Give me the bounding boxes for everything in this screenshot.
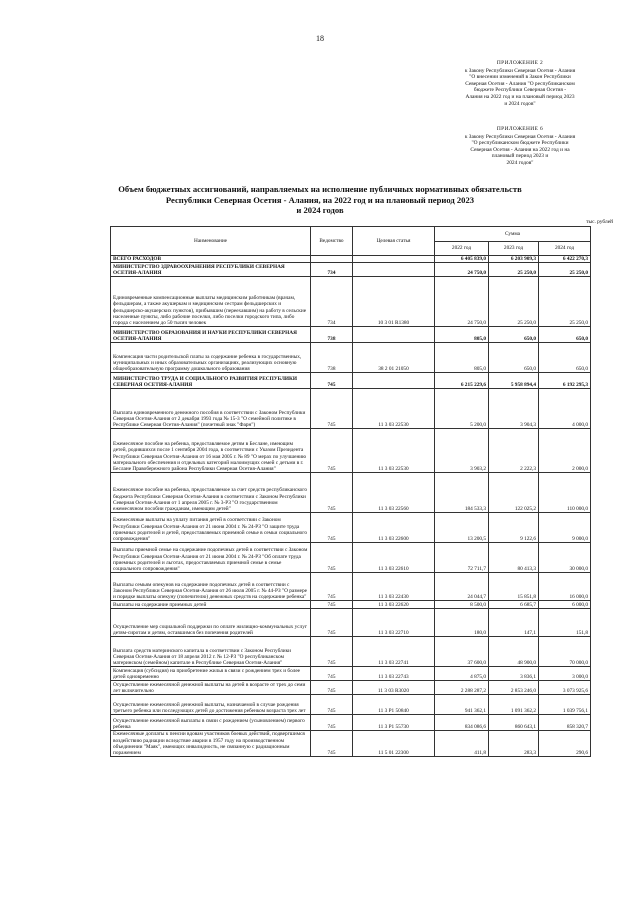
table-row xyxy=(111,343,591,373)
cell-2024: 70 000,0 xyxy=(539,637,591,667)
cell-dept: 738 xyxy=(311,343,353,373)
page-number: 18 xyxy=(316,34,324,43)
cell-2022: 4 875,0 xyxy=(435,667,489,681)
cell-2023: 283,3 xyxy=(489,731,539,757)
cell-2024: 6 422 270,3 xyxy=(539,256,591,263)
cell-2024: 6 000,0 xyxy=(539,601,591,609)
table-row xyxy=(111,667,591,681)
budget-table-body xyxy=(111,256,591,757)
appendix-2-block xyxy=(430,60,610,107)
table-row xyxy=(111,609,591,637)
cell-dept: 745 xyxy=(311,373,353,389)
cell-2022: 5 200,0 xyxy=(435,389,489,429)
cell-dept: 745 xyxy=(311,667,353,681)
table-row xyxy=(111,543,591,573)
cell-article: 11 3 03 22741 xyxy=(353,637,435,667)
cell-name: Компенсация части родительской платы за содержание ребенка в государственных, муниципальных и иных образовательных организациях, реализующих основную общеобразовательную программу дошкольного образования xyxy=(111,343,311,373)
cell-2023: 48 900,0 xyxy=(489,637,539,667)
cell-article: 11 3 03 22430 xyxy=(353,573,435,601)
cell-2024: 3 000,0 xyxy=(539,667,591,681)
cell-2023: 3 836,1 xyxy=(489,667,539,681)
cell-2023: 5 958 894,4 xyxy=(489,373,539,389)
appendix-6-line: плановый период 2023 и xyxy=(491,153,549,160)
cell-dept: 745 xyxy=(311,609,353,637)
appendix-2-line: бюджете Республики Северная Осетия - xyxy=(473,87,567,94)
appendix-6-line: Северная Осетия - Алания на 2022 год и на xyxy=(470,146,570,153)
cell-2024: 2 000,0 xyxy=(539,429,591,473)
cell-dept: 745 xyxy=(311,681,353,695)
cell-2024: 110 000,0 xyxy=(539,473,591,513)
cell-article: 11 3 P1 55730 xyxy=(353,715,435,731)
cell-dept: 745 xyxy=(311,543,353,573)
cell-name: МИНИСТЕРСТВО ОБРАЗОВАНИЯ И НАУКИ РЕСПУБЛИКИ СЕВЕРНАЯ ОСЕТИЯ-АЛАНИЯ xyxy=(111,327,311,343)
cell-article: 11 3 03 22710 xyxy=(353,609,435,637)
cell-article: 11 3 03 22530 xyxy=(353,429,435,473)
title-line: Республики Северная Осетия - Алания, на 2022 год и на плановый период 2023 xyxy=(165,194,475,205)
table-row xyxy=(111,695,591,715)
cell-2024: 4 000,0 xyxy=(539,389,591,429)
table-row xyxy=(111,263,591,277)
table-row xyxy=(111,513,591,543)
cell-2024: 650,0 xyxy=(539,343,591,373)
cell-name: Ежемесячное пособие на ребенка, предоставляемое детям в Беслане, имеющим детей, родившихся после 1 сентября 2004 года, в соответствии с Указом Президента Республики Северная Осетия-Алания от 16 мая 2005 г. № 89 "О мерах по улучшению материального обеспечения и отдельных категорий малоимущих семей с детьми в г. Беслане Правобережного района Республики Северная Осетия-Алания" xyxy=(111,429,311,473)
cell-dept: 745 xyxy=(311,695,353,715)
cell-2022: 24 750,0 xyxy=(435,277,489,327)
cell-article: 10 3 01 R1380 xyxy=(353,277,435,327)
cell-2024: 16 000,0 xyxy=(539,573,591,601)
cell-2022: 805,0 xyxy=(435,327,489,343)
cell-2022: 180,0 xyxy=(435,609,489,637)
appendix-6-title: ПРИЛОЖЕНИЕ 6 xyxy=(496,126,544,132)
cell-2022: 37 600,0 xyxy=(435,637,489,667)
cell-2024: 151,8 xyxy=(539,609,591,637)
appendix-2-text xyxy=(430,68,610,108)
cell-2022: 72 711,7 xyxy=(435,543,489,573)
table-row xyxy=(111,731,591,757)
cell-dept: 745 xyxy=(311,715,353,731)
header-sum: Сумма xyxy=(435,227,591,242)
cell-name: МИНИСТЕРСТВО ТРУДА И СОЦИАЛЬНОГО РАЗВИТИЯ РЕСПУБЛИКИ СЕВЕРНАЯ ОСЕТИЯ-АЛАНИЯ xyxy=(111,373,311,389)
cell-article xyxy=(353,373,435,389)
appendix-6-line: "О республиканском бюджете Республики xyxy=(471,140,569,147)
cell-dept: 734 xyxy=(311,263,353,277)
appendix-6-block xyxy=(430,126,610,167)
cell-2024: 290,6 xyxy=(539,731,591,757)
cell-2023: 2 222,3 xyxy=(489,429,539,473)
title-line: Объем бюджетных ассигнований, направляемых на исполнение публичных нормативных обязательств xyxy=(118,184,522,194)
cell-2023: 80 413,3 xyxy=(489,543,539,573)
cell-2023: 25 250,0 xyxy=(489,277,539,327)
cell-2023: 6 203 909,3 xyxy=(489,256,539,263)
cell-2023: 6 685,7 xyxy=(489,601,539,609)
cell-dept: 745 xyxy=(311,637,353,667)
title-line: и 2024 годов xyxy=(296,205,344,215)
appendix-2-line: и 2024 годов" xyxy=(504,100,536,107)
cell-name: Осуществление ежемесячной выплаты в связи с рождением (усыновлением) первого ребенка xyxy=(111,715,311,731)
table-row xyxy=(111,389,591,429)
header-2024: 2024 год xyxy=(539,242,591,256)
cell-dept: 745 xyxy=(311,429,353,473)
table-row xyxy=(111,715,591,731)
cell-2024: 6 192 295,3 xyxy=(539,373,591,389)
table-row xyxy=(111,601,591,609)
cell-2024: 650,0 xyxy=(539,327,591,343)
cell-dept: 738 xyxy=(311,327,353,343)
cell-2022: 24 750,0 xyxy=(435,263,489,277)
cell-article: 11 5 01 22300 xyxy=(353,731,435,757)
cell-name: Выплата единовременного денежного пособия в соответствии с Законом Республики Северная Осетия-Алания от 2 декабря 1993 года № 15-3 "О семейной политике в Республике Северная Осетия-Алания" (почетный знак "Фарн") xyxy=(111,389,311,429)
appendix-2-line: к Закону Республики Северная Осетия - Алания xyxy=(464,67,576,74)
cell-name: Компенсация (субсидия) на приобретение жилья в связи с рождением трех и более детей одновременно xyxy=(111,667,311,681)
cell-dept: 734 xyxy=(311,277,353,327)
cell-name: Осуществление ежемесячной денежной выплаты, назначаемой в случае рождения третьего ребенка или последующих детей до достижения ребенком возраста трех лет xyxy=(111,695,311,715)
cell-2022: 411,8 xyxy=(435,731,489,757)
table-row xyxy=(111,327,591,343)
cell-name: Выплаты семьям опекунов на содержание подопечных детей в соответствии с Законом Республики Северная Осетия-Алания от 26 июля 2005 г. № 44-РЗ "О размере и порядке выплаты опекуну (попечителю) денежных средств на содержание ребенка" xyxy=(111,573,311,601)
cell-2022: 6 405 839,0 xyxy=(435,256,489,263)
cell-name: Выплата средств материнского капитала в соответствии с Законом Республики Северная Осетия-Алания от 18 апреля 2012 г. № 12-РЗ "О республиканском материнском (семейном) капитале в Республике Северная Осетия-Алания" xyxy=(111,637,311,667)
cell-2022: 6 215 229,6 xyxy=(435,373,489,389)
cell-article: 11 3 03 22620 xyxy=(353,601,435,609)
table-row xyxy=(111,473,591,513)
cell-2023: 122 025,2 xyxy=(489,473,539,513)
budget-table xyxy=(110,226,591,757)
cell-name: Ежемесячное пособие на ребенка, предоставляемое за счет средств республиканского бюджета Республики Северная Осетия-Алания в соответствии с Законом Республики Северная Осетия-Алания от 1 апреля 2005 г. № 3-РЗ "О государственном ежемесячном пособии гражданам, имеющим детей" xyxy=(111,473,311,513)
cell-name: Осуществление мер социальной поддержки по оплате жилищно-коммунальных услуг детям-сиротам и детям, оставшимся без попечения родителей xyxy=(111,609,311,637)
table-row xyxy=(111,373,591,389)
cell-article: 11 3 03 22560 xyxy=(353,473,435,513)
cell-dept: 745 xyxy=(311,731,353,757)
cell-2022: 3 903,2 xyxy=(435,429,489,473)
appendix-6-line: 2024 годов" xyxy=(506,159,534,166)
header-2022: 2022 год xyxy=(435,242,489,256)
table-row xyxy=(111,637,591,667)
cell-name: Выплаты приемной семье на содержание подопечных детей в соответствии с Законом Республики Северная Осетия-Алания от 21 июня 2004 г. № 24-РЗ "Об оплате труда приемных родителей и льготах, предоставляемых приемной семье в семье социального сопровождения" xyxy=(111,543,311,573)
cell-article xyxy=(353,327,435,343)
cell-article xyxy=(353,263,435,277)
cell-2022: 184 533,3 xyxy=(435,473,489,513)
cell-dept: 745 xyxy=(311,601,353,609)
header-2023: 2023 год xyxy=(489,242,539,256)
appendix-2-line: Алания на 2022 год и на плановый период 2023 xyxy=(465,93,575,100)
appendix-2-line: "О внесении изменений в Закон Республики xyxy=(469,74,571,81)
header-name: Наименование xyxy=(111,227,311,256)
cell-article: 11 3 P1 50840 xyxy=(353,695,435,715)
cell-2023: 25 250,0 xyxy=(489,263,539,277)
header-dept: Ведомство xyxy=(311,227,353,256)
cell-article: 11 3 03 R3020 xyxy=(353,681,435,695)
cell-name: Ежемесячные доплаты к пенсии вдовам участников боевых действий, подвергшимся воздействию радиации вследствие аварии в 1957 году на производственном объединении "Маяк", имеющих инвалидность, не связанную с радиационным поражением xyxy=(111,731,311,757)
cell-2023: 3 904,3 xyxy=(489,389,539,429)
appendix-2-line: Северная Осетия - Алания "О республиканском xyxy=(465,80,575,87)
table-row xyxy=(111,429,591,473)
cell-2024: 858 320,7 xyxy=(539,715,591,731)
table-row xyxy=(111,681,591,695)
cell-dept: 745 xyxy=(311,513,353,543)
cell-2024: 3 073 925,6 xyxy=(539,681,591,695)
cell-article xyxy=(353,256,435,263)
cell-2022: 24 044,7 xyxy=(435,573,489,601)
appendix-6-text xyxy=(430,134,610,167)
header-article: Целевая статья xyxy=(353,227,435,256)
appendix-6-line: к Закону Республики Северная Осетия - Алания xyxy=(464,133,576,140)
cell-2022: 834 086,6 xyxy=(435,715,489,731)
cell-2023: 9 122,6 xyxy=(489,513,539,543)
cell-2024: 1 039 756,1 xyxy=(539,695,591,715)
appendix-2-title: ПРИЛОЖЕНИЕ 2 xyxy=(496,60,544,66)
table-row xyxy=(111,277,591,327)
cell-2023: 860 643,1 xyxy=(489,715,539,731)
cell-2023: 650,0 xyxy=(489,343,539,373)
cell-2024: 25 250,0 xyxy=(539,277,591,327)
cell-article: 11 3 03 22530 xyxy=(353,389,435,429)
cell-name: Выплаты на содержание приемных детей xyxy=(111,601,311,609)
document-title xyxy=(80,184,560,216)
cell-article: 38 2 01 21050 xyxy=(353,343,435,373)
cell-2022: 8 500,0 xyxy=(435,601,489,609)
table-row xyxy=(111,573,591,601)
cell-2022: 2 288 287,2 xyxy=(435,681,489,695)
cell-article: 11 3 03 22610 xyxy=(353,543,435,573)
cell-name: Единовременные компенсационные выплаты медицинским работникам (врачам, фельдшерам, а также акушеркам и медицинским сестрам фельдшерских и фельдшерско-акушерских пунктов), прибывшим (переехавшим) на работу в сельские населенные пункты, либо рабочие поселки, либо поселки городского типа, либо города с населением до 50 тысяч человек xyxy=(111,277,311,327)
cell-2023: 1 091 362,2 xyxy=(489,695,539,715)
cell-2023: 650,0 xyxy=(489,327,539,343)
cell-2023: 15 851,8 xyxy=(489,573,539,601)
cell-name: ВСЕГО РАСХОДОВ xyxy=(111,256,311,263)
cell-2024: 30 000,0 xyxy=(539,543,591,573)
cell-dept: 745 xyxy=(311,389,353,429)
cell-2024: 9 000,0 xyxy=(539,513,591,543)
cell-article: 11 3 03 22600 xyxy=(353,513,435,543)
cell-2023: 147,1 xyxy=(489,609,539,637)
cell-2022: 805,0 xyxy=(435,343,489,373)
cell-dept: 745 xyxy=(311,473,353,513)
cell-2024: 25 250,0 xyxy=(539,263,591,277)
cell-2022: 941 362,1 xyxy=(435,695,489,715)
cell-name: Ежемесячные выплаты на уплату питания детей в соответствии с Законом Республики Северная Осетия-Алания от 21 июня 2004 г. № 24-РЗ "О защите труда приемных родителей и детей, предоставляемых приемной семье в семьи социального сопровождения" xyxy=(111,513,311,543)
cell-article: 11 3 03 22743 xyxy=(353,667,435,681)
cell-dept xyxy=(311,256,353,263)
cell-dept: 745 xyxy=(311,573,353,601)
cell-2023: 2 853 246,0 xyxy=(489,681,539,695)
cell-name: МИНИСТЕРСТВО ЗДРАВООХРАНЕНИЯ РЕСПУБЛИКИ СЕВЕРНАЯ ОСЕТИЯ-АЛАНИЯ xyxy=(111,263,311,277)
cell-2022: 13 200,5 xyxy=(435,513,489,543)
unit-label: тыс. рублей xyxy=(586,219,613,225)
cell-name: Осуществление ежемесячной денежной выплаты на детей в возрасте от трех до семи лет включительно xyxy=(111,681,311,695)
table-row xyxy=(111,256,591,263)
